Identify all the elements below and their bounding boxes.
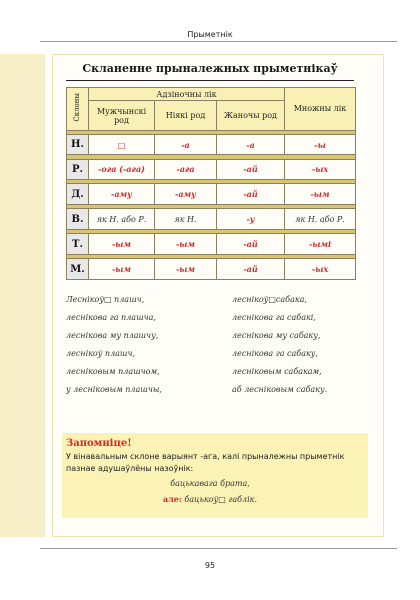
table-row	[67, 259, 356, 280]
page-number: 95	[204, 561, 216, 570]
ending-neuter: -аму	[155, 184, 217, 205]
example-line: леснікова му сабаку,	[232, 331, 321, 340]
footer-rule	[40, 548, 397, 549]
example-line: леснікова га сабакі,	[232, 313, 316, 322]
example-contrast	[0, 494, 420, 504]
table-row	[67, 184, 356, 205]
gender-masculine: Мужчынскі род	[89, 101, 155, 130]
example-stem: бацькавага	[170, 479, 218, 488]
remember-label: Запомніце!	[66, 438, 132, 449]
ending-feminine: -ай	[217, 184, 285, 205]
table-row	[67, 159, 356, 180]
ending-feminine: -ай	[217, 234, 285, 255]
ending-feminine: -ай	[217, 159, 285, 180]
ending-masculine: -аму	[89, 184, 155, 205]
ending-masculine: □	[89, 134, 155, 155]
case-header: Склоны	[73, 93, 81, 123]
ending-neuter: -ым	[155, 259, 217, 280]
table-row	[67, 209, 356, 230]
example-correct	[0, 479, 420, 488]
contrast-label: але:	[162, 494, 182, 504]
case-label: М.	[67, 259, 89, 280]
case-label: Р.	[67, 159, 89, 180]
title-underline	[66, 80, 354, 81]
ending-plural: як Н. або Р.	[285, 209, 356, 230]
rule-text: У вінавальным склоне варыянт -ага, калі прыналежны прыметнік пазнае адушаўлёны назоўнік:	[66, 452, 345, 473]
ending-neuter: -а	[155, 134, 217, 155]
declension-table	[66, 87, 356, 280]
header-rule	[40, 41, 397, 42]
running-head: Прыметнік	[187, 30, 233, 39]
case-header-cell	[67, 88, 89, 131]
example-line: аб лесніковым сабаку.	[232, 385, 328, 394]
ending-plural: -ых	[285, 259, 356, 280]
page-margin-band	[0, 54, 45, 537]
ending-neuter: -ым	[155, 234, 217, 255]
table-row	[67, 234, 356, 255]
case-label: В.	[67, 209, 89, 230]
ending-neuter: як Н.	[155, 209, 217, 230]
ending-feminine: -а	[217, 134, 285, 155]
ending-plural: -ымі	[285, 234, 356, 255]
case-label: Н.	[67, 134, 89, 155]
contrast-text: бацькоў□ габлік.	[181, 495, 257, 504]
case-label: Д.	[67, 184, 89, 205]
example-line: леснікова га плашча,	[66, 313, 156, 322]
singular-header: Адзіночны лік	[89, 88, 285, 101]
case-label: Т.	[67, 234, 89, 255]
ending-masculine: -ым	[89, 234, 155, 255]
ending-feminine: -ай	[217, 259, 285, 280]
plural-header: Множны лік	[285, 88, 356, 131]
gender-feminine: Жаночы род	[217, 101, 285, 130]
ending-feminine: -у	[217, 209, 285, 230]
example-line: леснікова га сабаку,	[232, 349, 318, 358]
example-line: у лесніковым плашчы,	[66, 385, 162, 394]
example-ending: брата,	[217, 479, 250, 488]
example-line: леснікоў□сабака,	[232, 295, 307, 304]
ending-masculine: -ым	[89, 259, 155, 280]
example-line: леснікоў плашч,	[66, 349, 136, 358]
ending-plural: -ых	[285, 159, 356, 180]
examples-masculine	[66, 294, 162, 402]
example-line: Леснікоў□ плашч,	[66, 295, 145, 304]
table-title: Скланенне прыналежных прыметнікаў	[82, 62, 338, 75]
ending-masculine: як Н. або Р.	[89, 209, 155, 230]
table-row	[67, 134, 356, 155]
ending-plural: -ы	[285, 134, 356, 155]
ending-neuter: -ага	[155, 159, 217, 180]
ending-masculine: -ога (-ага)	[89, 159, 155, 180]
example-line: леснікова му плашчу,	[66, 331, 159, 340]
gender-neuter: Ніякі род	[155, 101, 217, 130]
ending-plural: -ым	[285, 184, 356, 205]
examples-animate	[232, 294, 327, 402]
example-line: лесніковым сабакам,	[232, 367, 322, 376]
example-line: лесніковым плашчом,	[66, 367, 160, 376]
